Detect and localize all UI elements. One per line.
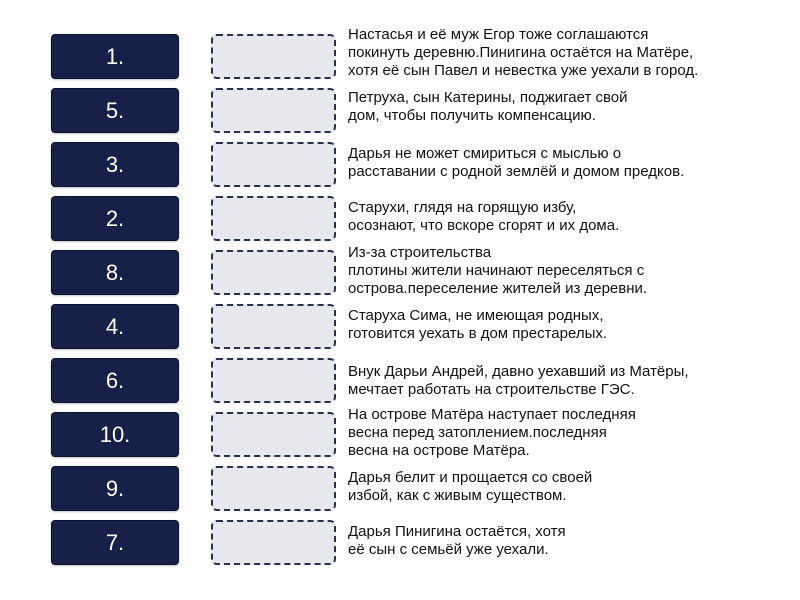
drop-slot[interactable] (211, 34, 336, 79)
drop-slot[interactable] (211, 250, 336, 295)
match-row (0, 88, 800, 142)
number-tile[interactable]: 3. (51, 142, 179, 187)
drop-slot[interactable] (211, 142, 336, 187)
number-tile[interactable]: 10. (51, 412, 179, 457)
number-tile[interactable]: 1. (51, 34, 179, 79)
statement-text: Настасья и её муж Егор тоже соглашаются покинуть деревню.Пинигина остаётся на Матёре, хотя её сын Павел и невестка уже уехали в город. (348, 26, 699, 79)
drop-slot[interactable] (211, 88, 336, 133)
match-row (0, 196, 800, 250)
drop-slot[interactable] (211, 412, 336, 457)
match-row (0, 142, 800, 196)
drop-slot[interactable] (211, 196, 336, 241)
number-tile[interactable]: 5. (51, 88, 179, 133)
statement-text: Дарья белит и прощается со своей избой, как с живым существом. (348, 469, 593, 504)
statement-text: Внук Дарьи Андрей, давно уехавший из Матёры, мечтает работать на строительстве ГЭС. (348, 363, 689, 398)
match-row (0, 466, 800, 520)
statement-text: Из-за строительства плотины жители начинают переселяться с острова.переселение жителей из деревни. (348, 244, 648, 297)
statement-text: Петруха, сын Катерины, поджигает свой дом, чтобы получить компенсацию. (348, 89, 628, 124)
drop-slot[interactable] (211, 304, 336, 349)
statement-text: Старухи, глядя на горящую избу, осознают, что вскоре сгорят и их дома. (348, 199, 620, 234)
number-tile[interactable]: 2. (51, 196, 179, 241)
number-tile[interactable]: 7. (51, 520, 179, 565)
match-row (0, 520, 800, 574)
match-row (0, 304, 800, 358)
number-tile[interactable]: 4. (51, 304, 179, 349)
number-tile[interactable]: 8. (51, 250, 179, 295)
statement-text: Старуха Сима, не имеющая родных, готовится уехать в дом престарелых. (348, 307, 608, 342)
drop-slot[interactable] (211, 520, 336, 565)
drop-slot[interactable] (211, 466, 336, 511)
statement-text: На острове Матёра наступает последняя весна перед затоплением.последняя весна на острове Матёра. (348, 406, 636, 459)
statement-text: Дарья не может смириться с мыслью о расставании с родной землёй и домом предков. (348, 145, 685, 180)
match-row (0, 244, 800, 304)
match-row (0, 358, 800, 412)
number-tile[interactable]: 6. (51, 358, 179, 403)
number-tile[interactable]: 9. (51, 466, 179, 511)
drop-slot[interactable] (211, 358, 336, 403)
match-row (0, 406, 800, 466)
statement-text: Дарья Пинигина остаётся, хотя её сын с семьёй уже уехали. (348, 523, 566, 558)
